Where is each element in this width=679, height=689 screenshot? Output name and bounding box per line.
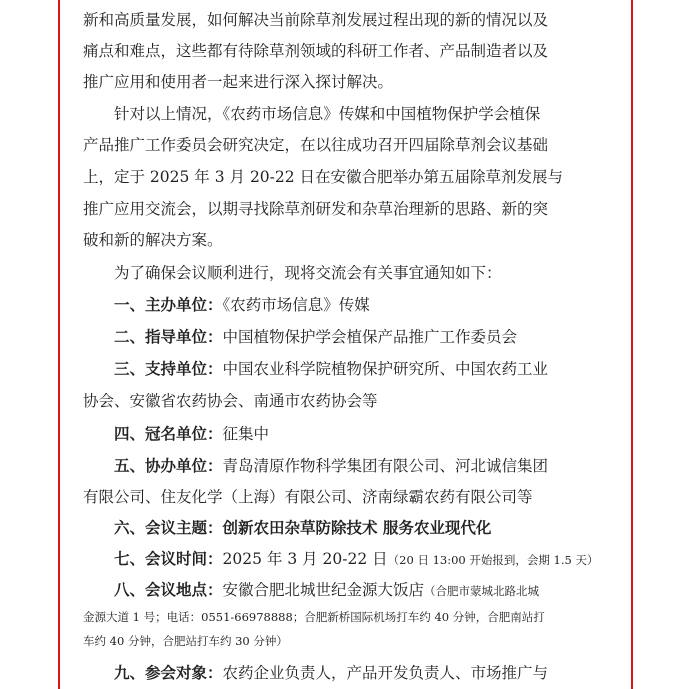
- item-value: 2025 年 3 月 20-22 日: [222, 550, 388, 568]
- venue-note-line: 车约 40 分钟，合肥站打车约 30 分钟）: [83, 634, 288, 648]
- item-theme: [114, 518, 491, 538]
- item-guide: [114, 327, 517, 347]
- right-margin-rule: [631, 0, 633, 689]
- item-value: 青岛清原作物科学集团有限公司、河北诚信集团: [222, 457, 549, 475]
- paragraph-line: 新和高质量发展，如何解决当前除草剂发展过程出现的新的情况以及: [83, 11, 549, 29]
- left-margin-rule: [58, 0, 60, 689]
- paragraph-line: 推广应用交流会，以期寻找除草剂研发和杂草治理新的思路、新的突: [83, 200, 549, 218]
- item-value: 中国农业科学院植物保护研究所、中国农药工业: [222, 360, 549, 378]
- paragraph-line: 上，定于 2025 年 3 月 20-22 日在安徽合肥举办第五届除草剂发展与: [83, 168, 564, 186]
- item-note: （合肥市蒙城北路北城: [424, 584, 540, 598]
- item-attendees: [114, 663, 548, 683]
- paragraph-line: 推广应用和使用者一起来进行深入探讨解决。: [83, 73, 394, 91]
- item-label: 七、会议时间：: [114, 549, 223, 568]
- paragraph-line: 针对以上情况，《农药市场信息》传媒和中国植物保护学会植保: [114, 105, 541, 123]
- paragraph-line: 产品推广工作委员会研究决定，在以往成功召开四届除草剂会议基础: [83, 136, 549, 154]
- item-host: [114, 295, 370, 315]
- item-label: 一、主办单位：: [114, 295, 223, 314]
- item-label: 三、支持单位：: [114, 359, 223, 378]
- item-co-host: [114, 456, 548, 476]
- item-support-cont: 协会、安徽省农药协会、南通市农药协会等: [83, 392, 378, 410]
- item-value: 《农药市场信息》传媒: [222, 296, 370, 314]
- notice-line: 为了确保会议顺利进行，现将交流会有关事宜通知如下：: [114, 264, 502, 282]
- item-value: 创新农田杂草防除技术 服务农业现代化: [222, 518, 492, 537]
- item-value: 征集中: [222, 425, 270, 443]
- item-label: 四、冠名单位：: [114, 424, 223, 443]
- item-label: 六、会议主题：: [114, 518, 223, 537]
- item-venue: [114, 580, 539, 601]
- item-time: [114, 549, 599, 570]
- item-label: 五、协办单位：: [114, 456, 223, 475]
- item-label: 九、参会对象：: [114, 663, 223, 682]
- item-note: （20 日 13:00 开始报到，会期 1.5 天）: [387, 553, 599, 567]
- item-support: [114, 359, 548, 379]
- item-value: 安徽合肥北城世纪金源大饭店: [222, 581, 425, 599]
- item-title-sponsor: [114, 424, 269, 444]
- item-value: 农药企业负责人，产品开发负责人、市场推广与: [222, 664, 549, 682]
- item-label: 二、指导单位：: [114, 327, 223, 346]
- venue-note-line: 金源大道 1 号；电话：0551-66978888；合肥新桥国际机场打车约 40 分钟，合肥南站打: [83, 610, 545, 624]
- item-co-host-cont: 有限公司、住友化学（上海）有限公司、济南绿霸农药有限公司等: [83, 488, 533, 506]
- paragraph-line: 痛点和难点，这些都有待除草剂领域的科研工作者、产品制造者以及: [83, 42, 549, 60]
- paragraph-line: 破和新的解决方案。: [83, 231, 223, 249]
- item-label: 八、会议地点：: [114, 580, 223, 599]
- item-value: 中国植物保护学会植保产品推广工作委员会: [222, 328, 518, 346]
